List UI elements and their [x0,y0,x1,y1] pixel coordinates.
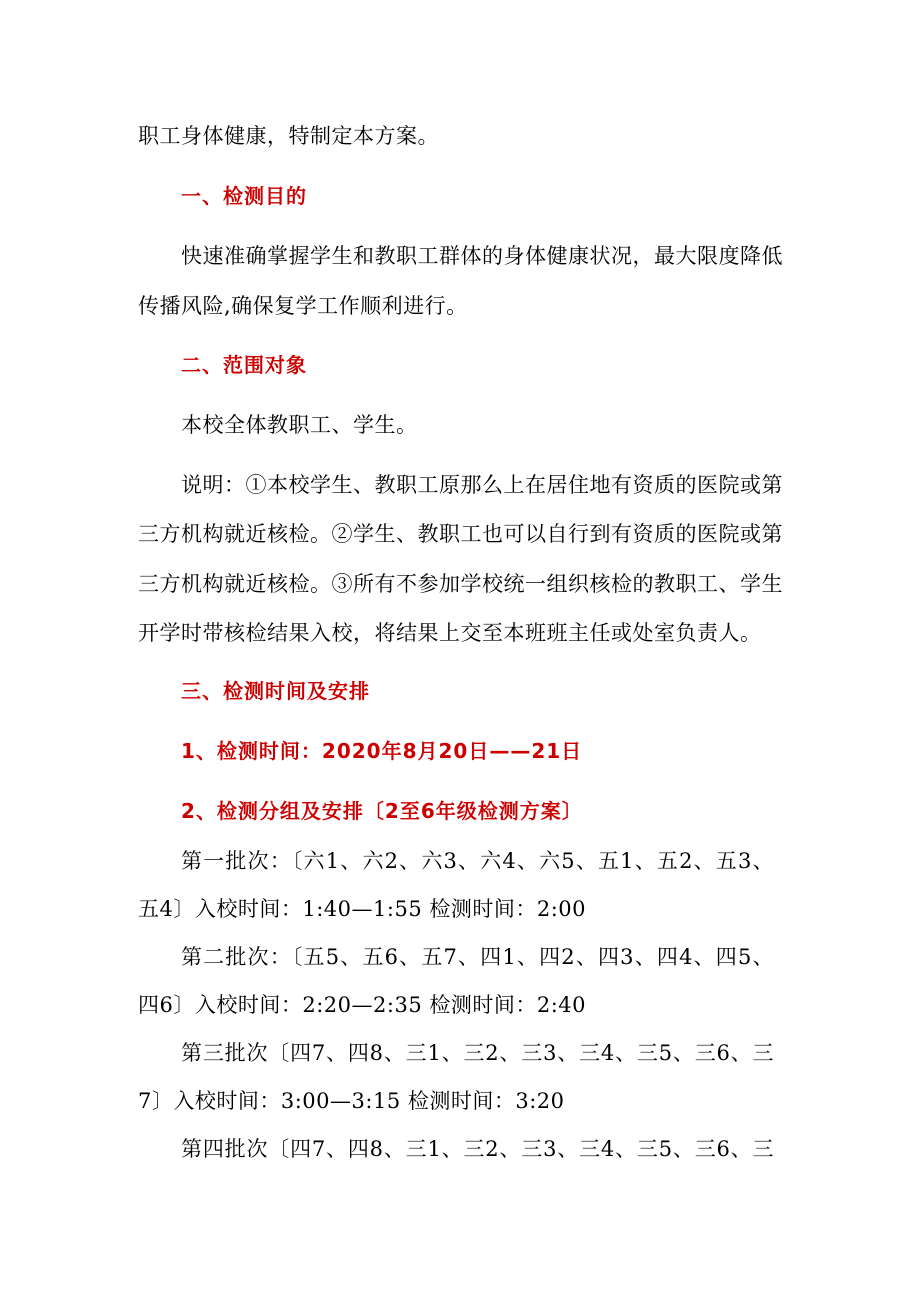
batch2-line1: 第二批次：〔五5、五6、五7、四1、四2、四3、四4、四5、 [181,945,774,969]
section2-note-line2: 三方机构就近核检。②学生、教职工也可以自行到有资质的医院或第 [138,522,783,546]
section2-paragraph: 本校全体教职工、学生。 [181,413,418,437]
section2-heading: 二、范围对象 [181,353,307,377]
batch1-line1: 第一批次：〔六1、六2、六3、六4、六5、五1、五2、五3、 [181,849,774,873]
section3-subheading-time: 1、检测时间：2020年8月20日——21日 [181,739,583,763]
batch3-line1: 第三批次〔四7、四8、三1、三2、三3、三4、三5、三6、三 [181,1041,774,1065]
batch1-line2: 五4〕入校时间：1:40—1:55 检测时间：2:00 [138,897,587,921]
section1-paragraph-line1: 快速准确掌握学生和教职工群体的身体健康状况，最大限度降低 [181,244,783,268]
section1-heading: 一、检测目的 [181,184,307,208]
section2-note-line3: 三方机构就近核检。③所有不参加学校统一组织核检的教职工、学生 [138,572,783,596]
intro-tail-text: 职工身体健康，特制定本方案。 [138,124,439,148]
section2-note-line4: 开学时带核检结果入校，将结果上交至本班班主任或处室负责人。 [138,621,762,645]
batch3-line2: 7〕入校时间：3:00—3:15 检测时间：3:20 [138,1089,565,1113]
batch4-line1: 第四批次〔四7、四8、三1、三2、三3、三4、三5、三6、三 [181,1137,774,1161]
batch2-line2: 四6〕入校时间：2:20—2:35 检测时间：2:40 [138,993,587,1017]
section3-subheading-groups: 2、检测分组及安排〔2至6年级检测方案〕 [181,799,583,823]
section2-note-line1: 说明：①本校学生、教职工原那么上在居住地有资质的医院或第 [181,473,783,497]
section3-heading: 三、检测时间及安排 [181,679,370,703]
section1-paragraph-line2: 传播风险,确保复学工作顺利进行。 [138,294,468,318]
